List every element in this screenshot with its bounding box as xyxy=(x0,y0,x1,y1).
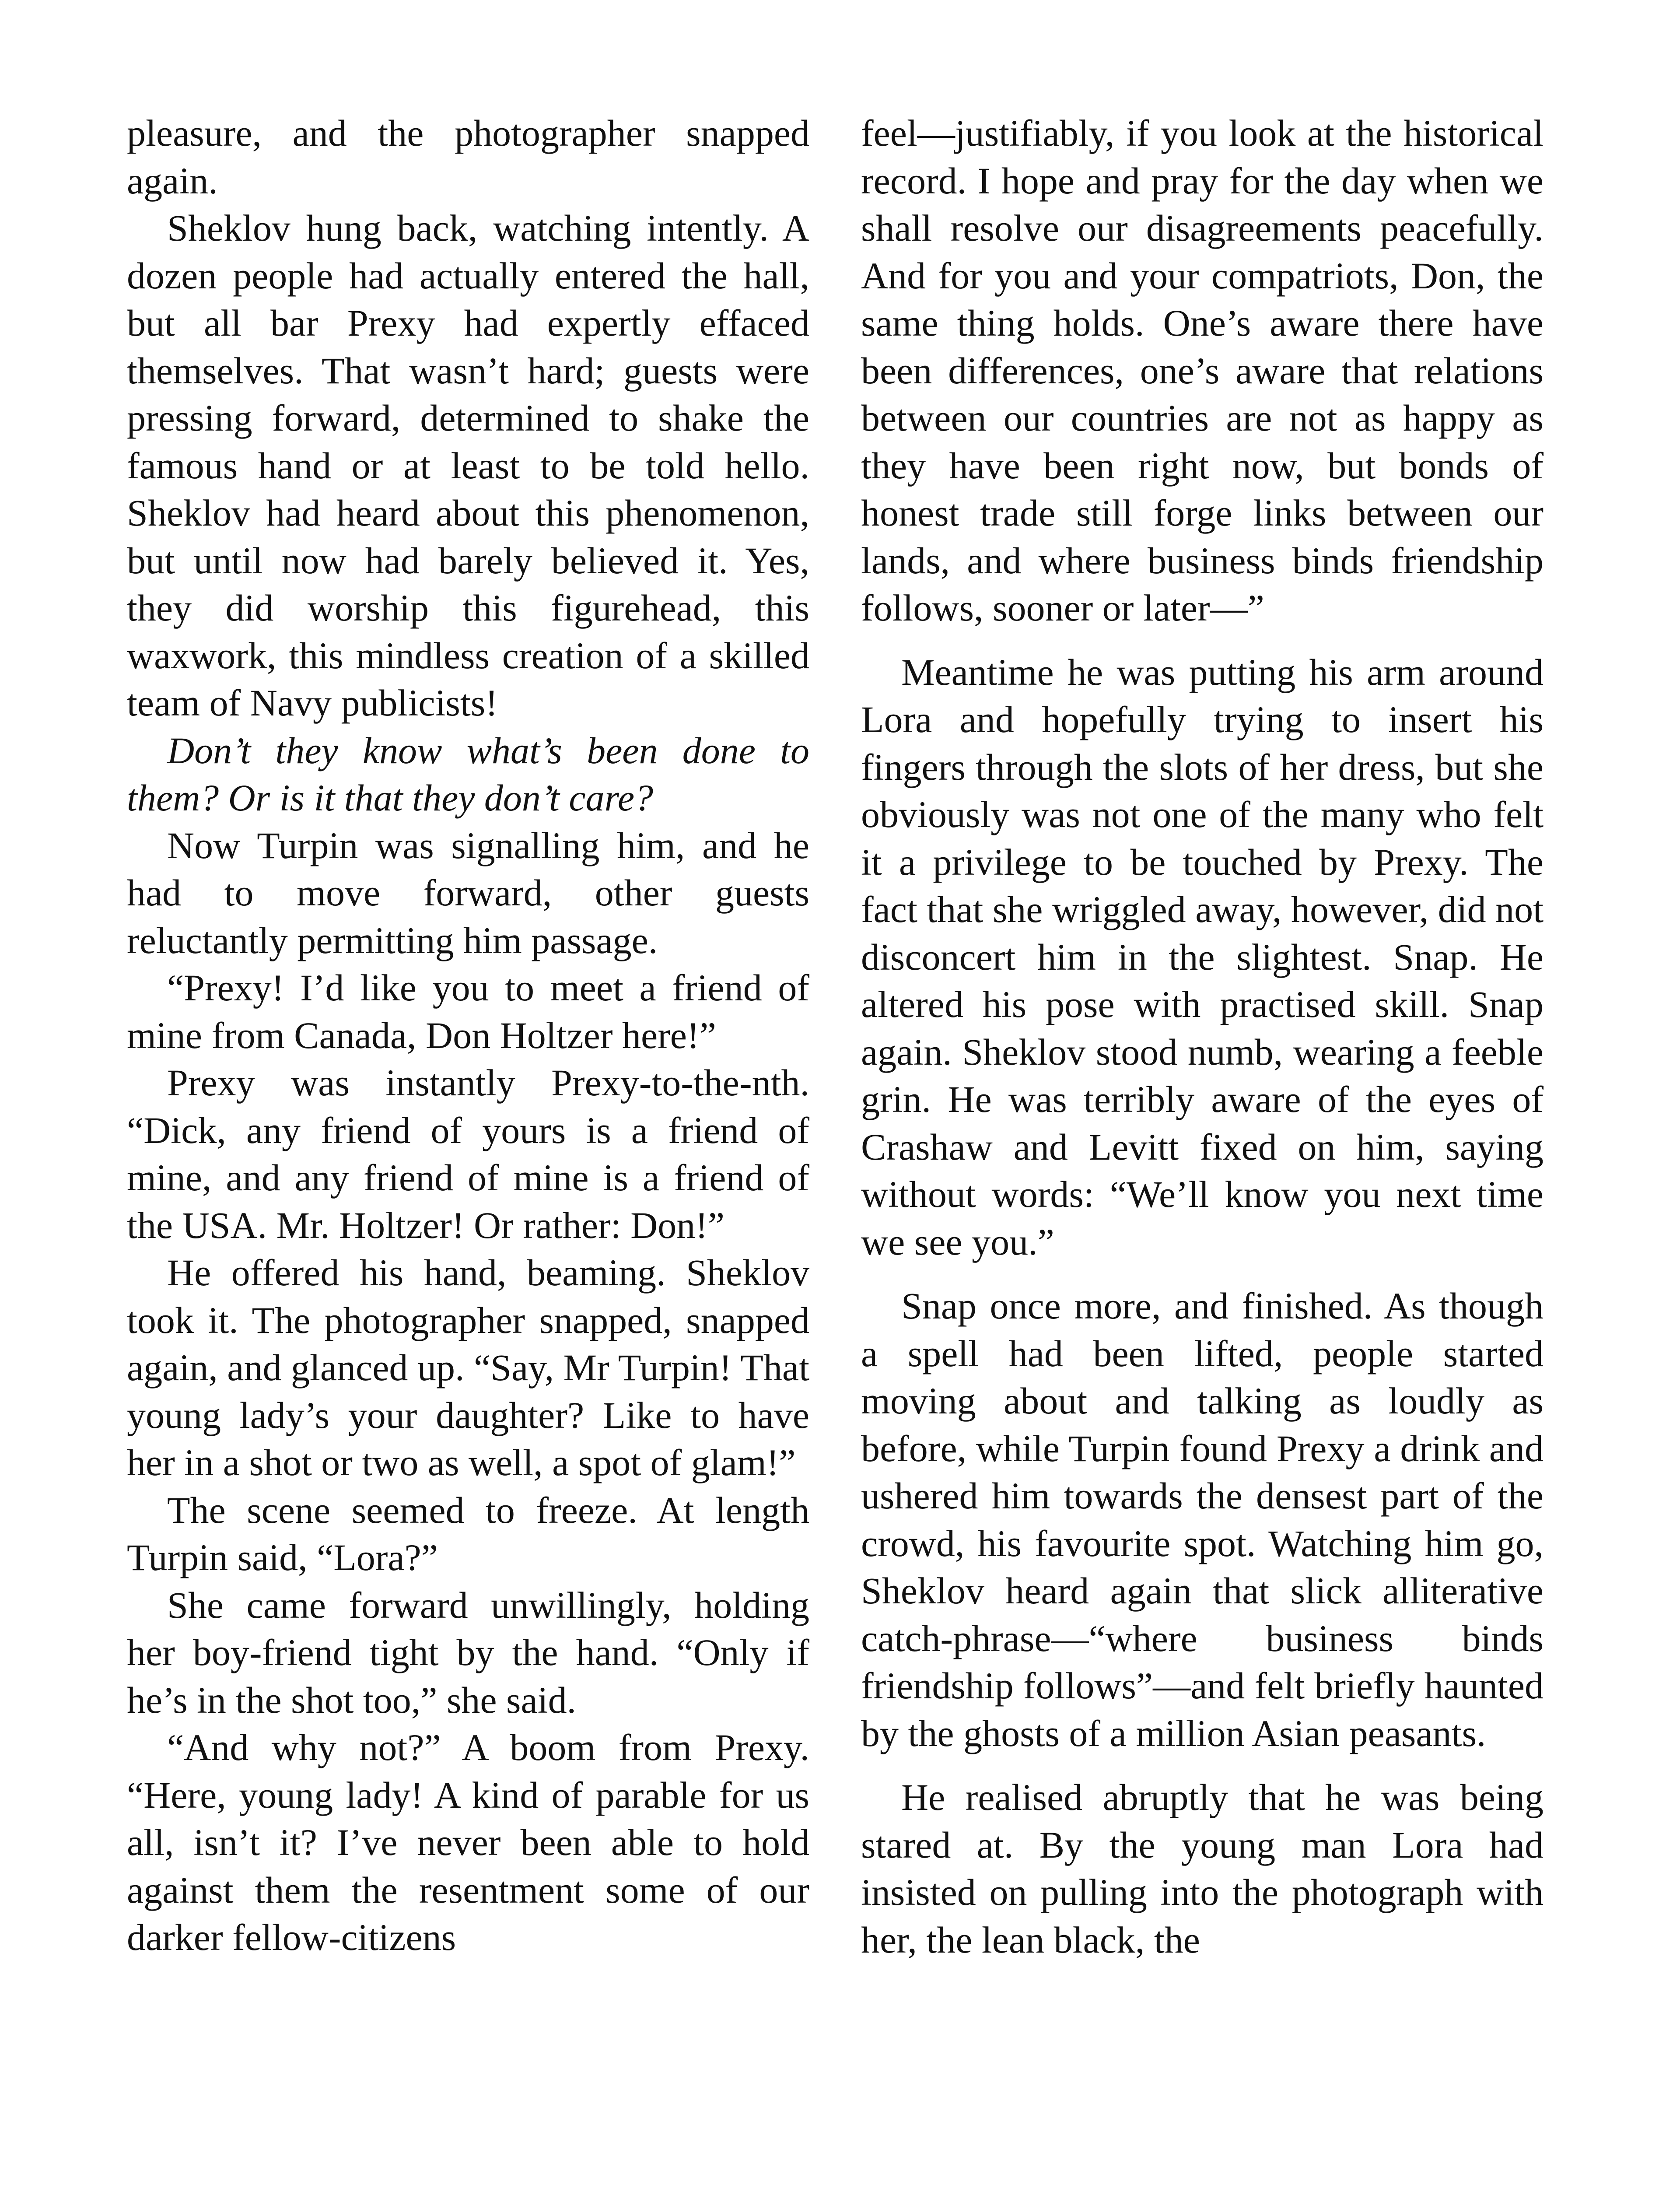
paragraph: He realised abruptly that he was being stared at. By the young man Lora had insisted on pulling into the photograph with her, the lean black, the xyxy=(861,1776,1544,1961)
paragraph: Snap once more, and finished. As though a spell had been lifted, people started moving about and talking as loudly as before, while Turpin found Prexy a drink and ushered him towards the densest part of the crowd, his favourite spot. Watching him go, Sheklov heard again that slick alliterative catch-phrase—“where business binds friendship follows”—and felt briefly haunted by the ghosts of a million Asian peasants. xyxy=(861,1285,1544,1754)
paragraph: She came forward unwillingly, holding her boy-friend tight by the hand. “Only if he’s in the shot too,” she said. xyxy=(127,1584,809,1721)
paragraph: Sheklov hung back, watching intently. A dozen people had actually entered the hall, but all bar Prexy had expertly effaced themselves. That wasn’t hard; guests were pressing forward, determined to shake the famous hand or at least to be told hello. Sheklov had heard about this phenomenon, but until now had barely believed it. Yes, they did worship this figurehead, this waxwork, this mindless creation of a skilled team of Navy publicists! xyxy=(127,207,809,724)
paragraph: Now Turpin was signalling him, and he had to move forward, other guests reluctantly permitting him passage. xyxy=(127,824,809,961)
paragraph: feel—justifiably, if you look at the historical record. I hope and pray for the day when we shall resolve our disagreements peacefully. And for you and your compatriots, Don, the same thing holds. One’s aware there have been differences, one’s aware that relations between our countries are not as happy as they have been right now, but bonds of honest trade still forge links between our lands, and where business binds friendship follows, sooner or later—” xyxy=(861,112,1544,629)
paragraph: pleasure, and the photographer snapped again. xyxy=(127,112,809,202)
paragraph: The scene seemed to freeze. At length Turpin said, “Lora?” xyxy=(127,1489,809,1578)
paragraph: He offered his hand, beaming. Sheklov took it. The photographer snapped, snapped again, and glanced up. “Say, Mr Turpin! That young lady’s your daughter? Like to have her in a shot or two as well, a spot of glam!” xyxy=(127,1252,809,1483)
paragraph: “Prexy! I’d like you to meet a friend of mine from Canada, Don Holtzer here!” xyxy=(127,967,809,1056)
paragraph: Meantime he was putting his arm around Lora and hopefully trying to insert his fingers through the slots of her dress, but she obviously was not one of the many who felt it a privilege to be touched by Prexy. The fact that she wriggled away, however, did not disconcert him in the slightest. Snap. He altered his pose with practised skill. Snap again. Sheklov stood numb, wearing a feeble grin. He was terribly aware of the eyes of Crashaw and Levitt fixed on him, saying without words: “We’ll know you next time we see you.” xyxy=(861,651,1544,1263)
paragraph: Prexy was instantly Prexy-to-the-nth. “Dick, any friend of yours is a friend of mine, and any friend of mine is a friend of the USA. Mr. Holtzer! Or rather: Don!” xyxy=(127,1062,809,1246)
italic-thought: Don’t they know what’s been done to them? Or is it that they don’t care? xyxy=(127,729,809,819)
paragraph: “And why not?” A boom from Prexy. “Here, young lady! A kind of parable for us all, isn’t it? I’ve never been able to hold against them the resentment some of our darker fellow-citizens xyxy=(127,1726,809,1958)
right-column xyxy=(861,109,1544,1964)
left-column xyxy=(127,109,809,1961)
